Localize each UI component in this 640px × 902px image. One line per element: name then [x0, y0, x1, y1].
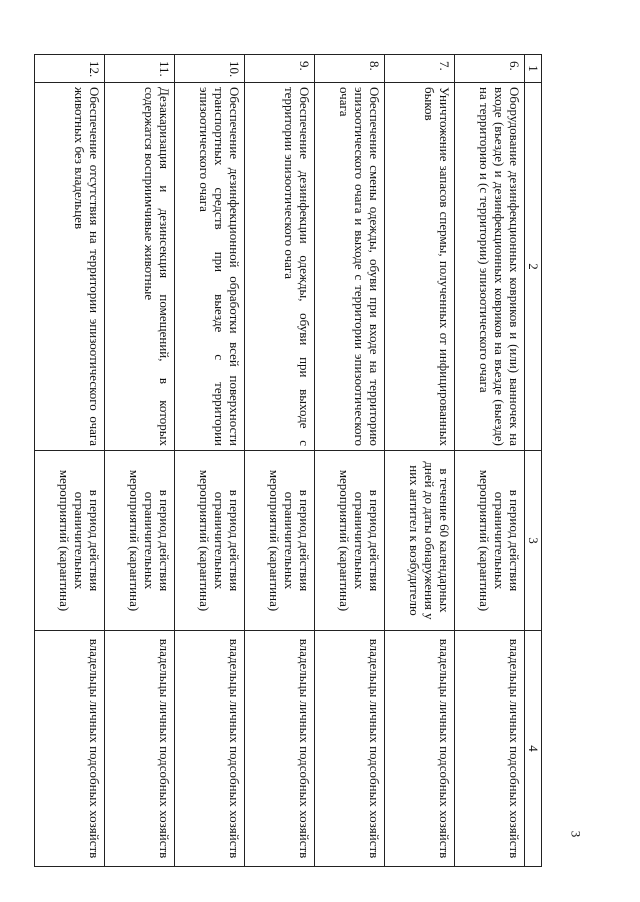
row-action: Уничтожение запасов спермы, полученных от инфицированных быков	[385, 83, 455, 451]
header-col-4: 4	[525, 631, 542, 867]
table-row	[385, 55, 455, 867]
header-col-1: 1	[525, 55, 542, 83]
row-action: Дезакаризация и дезинсекция помещений, в которых содержатся восприимчивые животные	[105, 83, 175, 451]
table-row	[245, 55, 315, 867]
row-term: в период действия ограничительных мероприятий (карантина)	[175, 451, 245, 631]
row-term: в период действия ограничительных мероприятий (карантина)	[35, 451, 105, 631]
row-number: 7.	[385, 55, 455, 83]
table-row	[315, 55, 385, 867]
header-row	[525, 55, 542, 867]
row-responsible: владельцы личных подсобных хозяйств	[315, 631, 385, 867]
row-term: в течение 60 календарных дней до даты обнаружения у них антител к возбудителю	[385, 451, 455, 631]
page-number: 3	[568, 830, 584, 838]
row-action: Обеспечение смены одежды, обуви при входе на территорию эпизоотического очага и выходе с территории эпизоотического очага	[315, 83, 385, 451]
row-number: 10.	[175, 55, 245, 83]
row-responsible: владельцы личных подсобных хозяйств	[175, 631, 245, 867]
table-row	[175, 55, 245, 867]
row-action: Оборудование дезинфекционных ковриков и (или) ванночек на входе (въезде) и дезинфекционных ковриков на въезде (выезде) на территорию и (с территории) эпизоотического очага	[455, 83, 525, 451]
table-row	[455, 55, 525, 867]
row-responsible: владельцы личных подсобных хозяйств	[385, 631, 455, 867]
row-term: в период действия ограничительных мероприятий (карантина)	[315, 451, 385, 631]
measures-table	[34, 54, 542, 867]
row-term: в период действия ограничительных мероприятий (карантина)	[105, 451, 175, 631]
header-col-3: 3	[525, 451, 542, 631]
row-responsible: владельцы личных подсобных хозяйств	[455, 631, 525, 867]
row-number: 6.	[455, 55, 525, 83]
row-action: Обеспечение дезинфекции одежды, обуви при выходе с территории эпизоотического очага	[245, 83, 315, 451]
header-col-2: 2	[525, 83, 542, 451]
row-number: 8.	[315, 55, 385, 83]
row-term: в период действия ограничительных мероприятий (карантина)	[245, 451, 315, 631]
row-responsible: владельцы личных подсобных хозяйств	[245, 631, 315, 867]
table-row	[35, 55, 105, 867]
row-responsible: владельцы личных подсобных хозяйств	[105, 631, 175, 867]
row-responsible: владельцы личных подсобных хозяйств	[35, 631, 105, 867]
row-number: 9.	[245, 55, 315, 83]
row-action: Обеспечение отсутствия на территории эпизоотического очага животных без владельцев	[35, 83, 105, 451]
row-action: Обеспечение дезинфекционной обработки всей поверхности транспортных средств при выезде с территории эпизоотического очага	[175, 83, 245, 451]
row-number: 12.	[35, 55, 105, 83]
rotated-table-wrapper	[34, 54, 542, 866]
row-term: в период действия ограничительных мероприятий (карантина)	[455, 451, 525, 631]
row-number: 11.	[105, 55, 175, 83]
table-row	[105, 55, 175, 867]
